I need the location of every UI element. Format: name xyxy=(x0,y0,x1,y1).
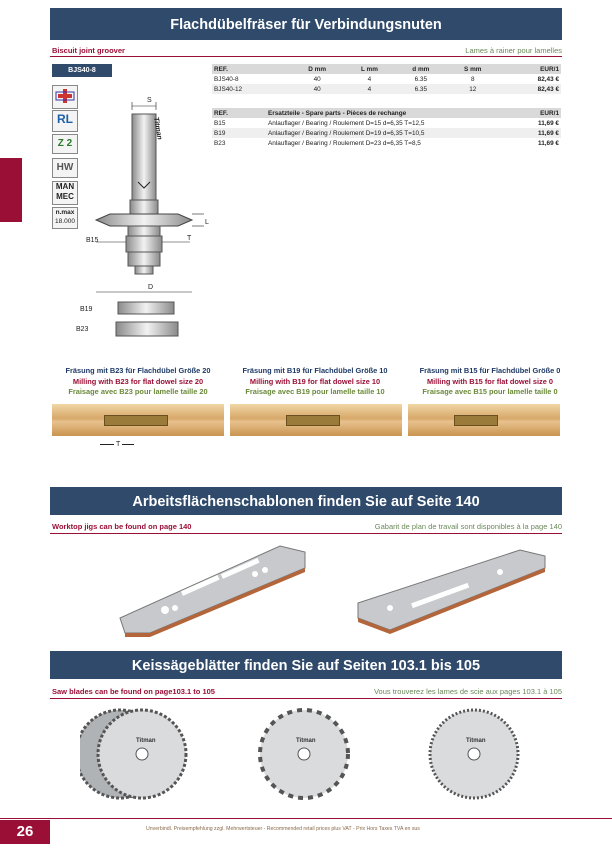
milling-caption-b15 xyxy=(400,366,580,398)
caption-de: Fräsung mit B15 für Flachdübel Größe 0 xyxy=(419,366,561,375)
col-s: S mm xyxy=(447,64,499,74)
cutter-diagram xyxy=(80,92,220,342)
saw-en: Saw blades can be found on page103.1 to 105 xyxy=(52,687,215,696)
wood-joint-b19 xyxy=(230,404,402,436)
caption-de: Fräsung mit B19 für Flachdübel Größe 10 xyxy=(242,366,388,375)
wood-joint-b23 xyxy=(52,404,224,436)
milling-caption-b23 xyxy=(48,366,228,398)
col-l: L mm xyxy=(344,64,395,74)
cell: Anlauflager / Bearing / Roulement D=15 d=6,35 T=12,5 xyxy=(268,119,425,127)
cell: BJS40-12 xyxy=(212,84,291,94)
cell: 8 xyxy=(470,75,475,83)
cell: 11,69 € xyxy=(538,119,559,127)
product-table xyxy=(212,64,561,94)
slot xyxy=(286,415,340,426)
col-bore: d mm xyxy=(395,64,447,74)
divider xyxy=(50,698,562,699)
label-t: T xyxy=(187,235,192,242)
max-speed-value: 18.000 xyxy=(55,218,75,225)
table-row xyxy=(212,138,561,148)
slot xyxy=(454,415,498,426)
label-b23: B23 xyxy=(76,326,89,333)
cell: 40 xyxy=(313,75,321,83)
caption-fr: Fraisage avec B19 pour lamelle taille 10 xyxy=(245,387,385,396)
caption-fr: Fraisage avec B15 pour lamelle taille 0 xyxy=(422,387,558,396)
cell: 6.35 xyxy=(414,75,428,83)
cell: 82,43 € xyxy=(537,75,559,83)
cell: B19 xyxy=(212,128,266,138)
label-l: L xyxy=(205,219,209,226)
cell: B15 xyxy=(214,119,226,127)
page-title: Flachdübelfräser für Verbindungsnuten xyxy=(50,8,562,40)
caption-de: Fräsung mit B23 für Flachdübel Größe 20 xyxy=(65,366,211,375)
subtitle-fr: Lames à rainer pour lamelles xyxy=(465,46,562,55)
side-tab xyxy=(0,158,22,222)
cell: BJS40-8 xyxy=(214,75,239,83)
cell: B23 xyxy=(214,139,226,147)
table-header xyxy=(212,64,561,74)
col-price: EUR/1 xyxy=(521,108,561,118)
cell: 12 xyxy=(447,84,499,94)
col-desc: Ersatzteile - Spare parts - Pièces de rechange xyxy=(266,108,521,118)
worktop-banner: Arbeitsflächenschablonen finden Sie auf Seite 140 xyxy=(50,487,562,515)
cell: 11,69 € xyxy=(521,128,561,138)
milling-caption-b19 xyxy=(225,366,405,398)
divider xyxy=(50,56,562,57)
caption-en: Milling with B19 for flat dowel size 10 xyxy=(249,376,381,386)
table-row xyxy=(212,84,561,94)
worktop-en: Worktop jigs can be found on page 140 xyxy=(52,522,192,531)
saw-banner: Keissägeblätter finden Sie auf Seiten 103.1 bis 105 xyxy=(50,651,562,679)
blade-brand: Titman xyxy=(136,738,156,744)
footer-bar xyxy=(0,818,612,819)
col-d: D mm xyxy=(291,64,344,74)
rotation-badge: RL xyxy=(52,110,78,132)
footer-note: Unverbindl. Preisempfehlung zzgl. Mehrwertsteuer - Recommended retail prices plus VAT - Prix Hors Taxes TVA en sus xyxy=(146,826,420,832)
max-speed-badge xyxy=(52,207,78,229)
material-badge: HW xyxy=(52,158,78,178)
teeth-badge: Z 2 xyxy=(52,134,78,154)
caption-fr: Fraisage avec B23 pour lamelle taille 20 xyxy=(68,387,208,396)
spare-parts-table xyxy=(212,108,561,148)
cell: 6.35 xyxy=(395,84,447,94)
wood-joint-b15 xyxy=(408,404,560,436)
worktop-jig-image-2 xyxy=(350,538,550,638)
caption-en: Milling with B15 for flat dowel size 0 xyxy=(426,376,554,386)
label-b15: B15 xyxy=(86,237,99,244)
cell: Anlauflager / Bearing / Roulement D=23 d=6,35 T=8,5 xyxy=(268,139,421,147)
cell: 4 xyxy=(344,84,395,94)
divider xyxy=(50,533,562,534)
page-number: 26 xyxy=(0,820,50,844)
slot xyxy=(104,415,168,426)
label-d: D xyxy=(148,284,154,291)
table-row xyxy=(212,118,561,128)
saw-blade-image-2 xyxy=(256,706,352,802)
label-t-bottom: T xyxy=(116,441,121,448)
worktop-jig-image-1 xyxy=(110,538,310,638)
label-b19: B19 xyxy=(80,306,93,313)
caption-en: Milling with B23 for flat dowel size 20 xyxy=(72,376,204,386)
max-speed-label: n.max xyxy=(55,209,75,216)
saw-blade-image-3 xyxy=(426,706,522,802)
label-s: S xyxy=(147,97,152,104)
cutter-symbol-icon xyxy=(52,85,78,109)
saw-blade-image-1 xyxy=(80,706,190,802)
table-row xyxy=(212,128,561,138)
blade-brand: Titman xyxy=(466,738,486,744)
col-ref: REF. xyxy=(212,64,291,74)
cell: 11,69 € xyxy=(538,139,559,147)
col-price: EUR/1 xyxy=(499,64,561,74)
subtitle-en: Biscuit joint groover xyxy=(52,46,125,55)
brand-logo: Titman xyxy=(151,116,163,141)
cell: 82,43 € xyxy=(499,84,561,94)
col-ref: REF. xyxy=(212,108,266,118)
saw-fr: Vous trouverez les lames de scie aux pages 103.1 à 105 xyxy=(373,687,562,696)
cell: 4 xyxy=(367,75,372,83)
cell: 40 xyxy=(291,84,344,94)
worktop-fr: Gabarit de plan de travail sont disponibles à la page 140 xyxy=(374,522,562,531)
blade-brand: Titman xyxy=(296,738,316,744)
table-header xyxy=(212,108,561,118)
product-code: BJS40-8 xyxy=(52,64,112,77)
cell: Anlauflager / Bearing / Roulement D=19 d=6,35 T=10,5 xyxy=(266,128,521,138)
table-row xyxy=(212,74,561,84)
feed-badge: MAN MEC xyxy=(52,181,78,205)
